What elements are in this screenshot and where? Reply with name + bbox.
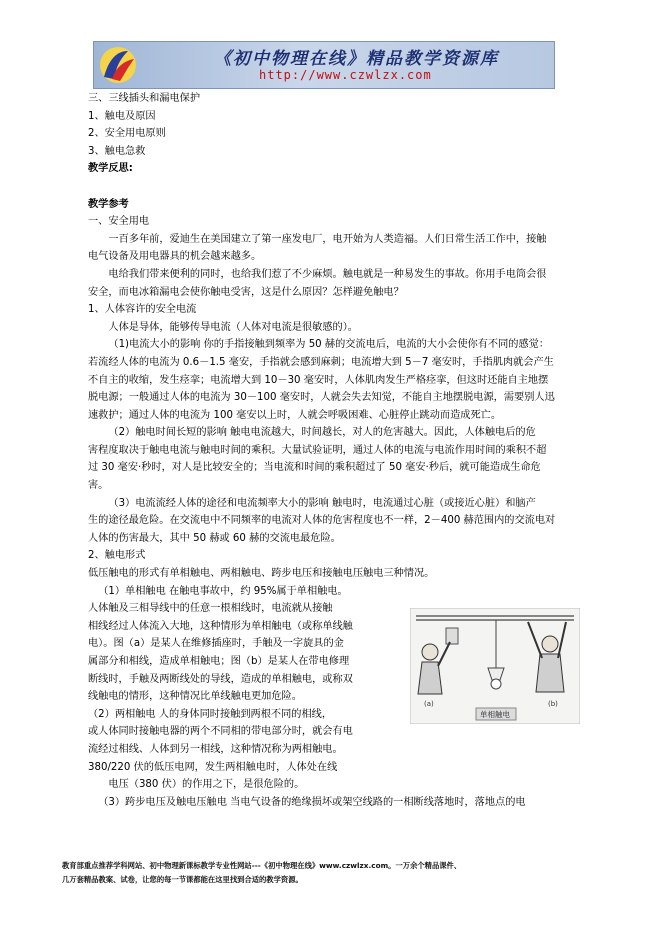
paragraph-line: 或人体同时接触电器的两个不同相的带电部分时，就会有电	[88, 726, 353, 738]
paragraph-line: （1)电流大小的影响 你的手指接触到频率为 50 赫的交流电后，电流的大小会使你有不同的感觉：	[108, 339, 550, 351]
paragraph-line: 属部分和相线，造成单相触电；图（b）是某人在带电修理	[88, 656, 350, 667]
figure-label-a: (a)	[424, 700, 434, 709]
subsection-heading: 1、人体容许的安全电流	[88, 304, 197, 316]
footer-line: 几万套精品教案、试卷，让您的每一节课都能在这里找到合适的教学资源。	[62, 875, 303, 884]
section-heading: 三、三线插头和漏电保护	[88, 93, 201, 104]
banner-url[interactable]: http://www.czwlzx.com	[259, 68, 432, 82]
paragraph-line: 生的途径最危险。在交流电中不同频率的电流对人体的危害程度也不一样，2－400 赫范围内的交流电对	[88, 515, 556, 527]
paragraph-line: （2）两相触电 人的身体同时接触到两根不同的相线，	[88, 708, 333, 720]
figure-label-b: (b)	[548, 700, 558, 709]
paragraph-line: 过 30 毫安·秒时，对人是比较安全的；当电流和时间的乘积超过了 50 毫安·秒后，就可能造成生命危	[88, 462, 541, 474]
paragraph-line: 若流经人体的电流为 0.6－1.5 毫安，手指就会感到麻刺；电流增大到 5－7 毫安时，手指肌肉就会产生	[88, 356, 554, 368]
subsection-heading: 一、安全用电	[88, 216, 150, 228]
subsection-heading: 2、触电形式	[88, 550, 146, 562]
paragraph-line: （3）电流流经人体的途径和电流频率大小的影响 触电时，电流通过心脏（或接近心脏）和脑产	[108, 497, 536, 509]
paragraph-line: 电气设备及用电器具的机会越来越多。	[88, 251, 262, 263]
paragraph-line: 电压（380 伏）的作用之下，是很危险的。	[108, 779, 305, 791]
paragraph-line: 低压触电的形式有单相触电、两相触电、跨步电压和接触电压触电三种情况。	[88, 568, 435, 580]
reflection-heading: 教学反思:	[88, 163, 133, 175]
paragraph-line: 人体的伤害最大，其中 50 赫或 60 赫的交流电最危险。	[88, 532, 341, 544]
outline-item: 3、触电急救	[88, 145, 146, 157]
paragraph-line: 人体是导体，能够传导电流（人体对电流是很敏感的）。	[108, 321, 358, 333]
paragraph-line: （3）跨步电压及触电压触电 当电气设备的绝缘损坏或架空线路的一相断线落地时，落地点的电	[98, 796, 526, 808]
paragraph-line: 线触电的情形，这种情况比单线触电更加危险。	[88, 691, 302, 703]
paragraph-line: 一百多年前，爱迪生在美国建立了第一座发电厂，电开始为人类造福。人们日常生活工作中，接触	[108, 233, 547, 245]
paragraph-line: （1）单相触电 在触电事故中，约 95%属于单相触电。	[98, 585, 348, 597]
banner-title: 《初中物理在线》精品教学资源库	[214, 49, 499, 69]
outline-item: 1、触电及原因	[88, 110, 156, 122]
paragraph-line: 害。	[88, 480, 109, 492]
outline-item: 2、安全用电原则	[88, 128, 166, 140]
paragraph-line: 相线经过人体流入大地，这种情形为单相触电（或称单线触	[88, 620, 353, 632]
paragraph-line: 安全，而电冰箱漏电会使你触电受害，这是什么原因？怎样避免触电？	[88, 286, 404, 298]
reference-heading: 教学参考	[88, 198, 129, 210]
paragraph-line: 人体触及三相导线中的任意一根相线时，电流就从接触	[88, 603, 333, 615]
page-footer	[62, 859, 602, 887]
header-banner	[93, 41, 555, 89]
document-body	[88, 90, 588, 811]
figure-caption: 单相触电	[480, 710, 510, 720]
paragraph-line: 不自主的收缩，发生痉挛；电流增大到 10－30 毫安时，人体肌肉发生严格痉挛，但这时还能自主地摆	[88, 374, 549, 386]
paragraph-line: 害程度取决于触电电流与触电时间的乘积。大量试验证明，通过人体的电流与电流作用时间的乘积不超	[88, 444, 547, 456]
paragraph-line: 速救护；通过人体的电流为 100 毫安以上时，人就会呼吸困难、心脏停止跳动而造成死亡。	[88, 409, 502, 421]
footer-line: 教育部重点推荐学科网站、初中物理新课标教学专业性网站---《初中物理在线》www.czwlzx.com。一万余个精品课件、	[62, 861, 462, 870]
paragraph-line: （2）触电时间长短的影响 触电电流越大，时间越长，对人的危害越大。因此，人体触电后的危	[108, 427, 536, 439]
paragraph-line: 断线时，手触及两断线处的导线，造成的单相触电，或称双	[88, 673, 353, 685]
paragraph-line: 电）。图（a）是某人在维修插座时，手触及一字旋具的金	[88, 638, 344, 650]
paragraph-line: 380/220 伏的低压电网，发生两相触电时，人体处在线	[88, 761, 338, 773]
paragraph-line: 电给我们带来便利的同时，也给我们惹了不少麻烦。触电就是一种易发生的事故。你用手电筒会很	[108, 268, 547, 280]
paragraph-line: 流经过相线、人体到另一相线，这种情况称为两相触电。	[88, 743, 343, 755]
logo-icon	[98, 45, 138, 85]
figure-section	[88, 600, 588, 794]
single-phase-shock-figure	[410, 608, 580, 724]
paragraph-line: 脱电源；一般通过人体的电流为 30－100 毫安时，人就会失去知觉，不能自主地摆脱电源，需要别人迅	[88, 392, 555, 404]
